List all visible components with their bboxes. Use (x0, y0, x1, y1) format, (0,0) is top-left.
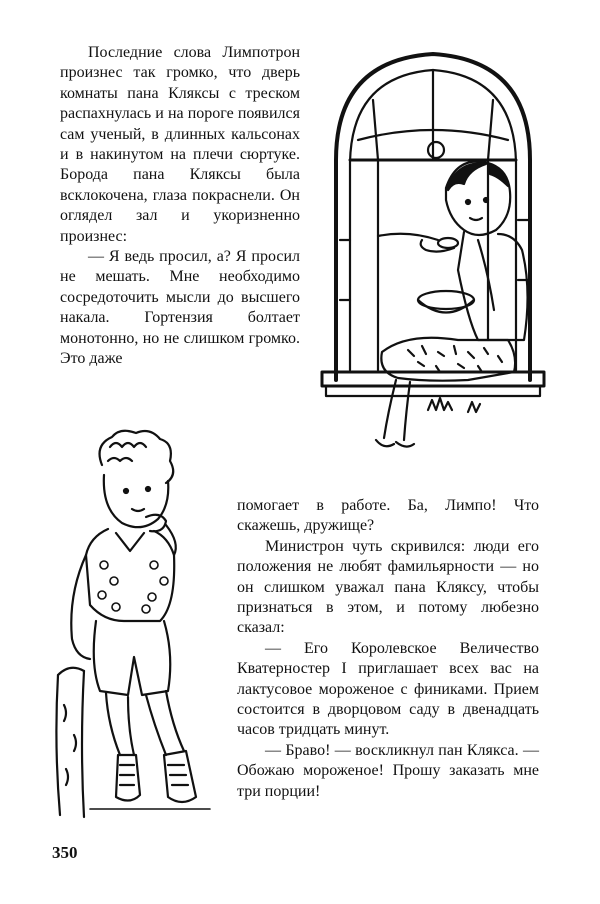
paragraph: Последние слова Лимпотрон произнес так громко, что дверь комнаты пана Кляксы с треском распахнулась и на пороге появился сам ученый, в длинных кальсонах и в накинутом на плечи сюртуке. Борода пана Кляксы была всклокочена, глаза покраснели. Он оглядел зал и укоризненно произнес: (60, 44, 300, 245)
page-number: 350 (52, 843, 78, 862)
paragraph: — Его Королевское Величество Кватерностер I приглашает всех вас на лактусовое мороженое с финиками. Прием состоится в дворцовом саду в двенадцать часов тридцать минут. (237, 639, 539, 739)
illustration-boy-on-windowsill (318, 40, 548, 454)
paragraph: помогает в работе. Ба, Лимпо! Что скажешь, дружище? (237, 497, 539, 535)
paragraph: Министрон чуть скривился: люди его положения не любят фамильярности — но он слишком уважал пана Кляксу, чтобы признаться в этом, и потому любезно сказал: (237, 537, 539, 637)
illustration-boy-thinking (50, 425, 218, 825)
text-column-bottom (237, 496, 539, 802)
paragraph: — Браво! — воскликнул пан Клякса. — Обожаю мороженое! Прошу заказать мне три порции! (237, 741, 539, 800)
paragraph: — Я ведь просил, а? Я просил не мешать. Мне необходимо сосредоточить мысли до высшего накала. Гортензия болтает монотонно, но не слишком громко. Это даже (60, 248, 300, 368)
text-column-top (60, 43, 300, 370)
